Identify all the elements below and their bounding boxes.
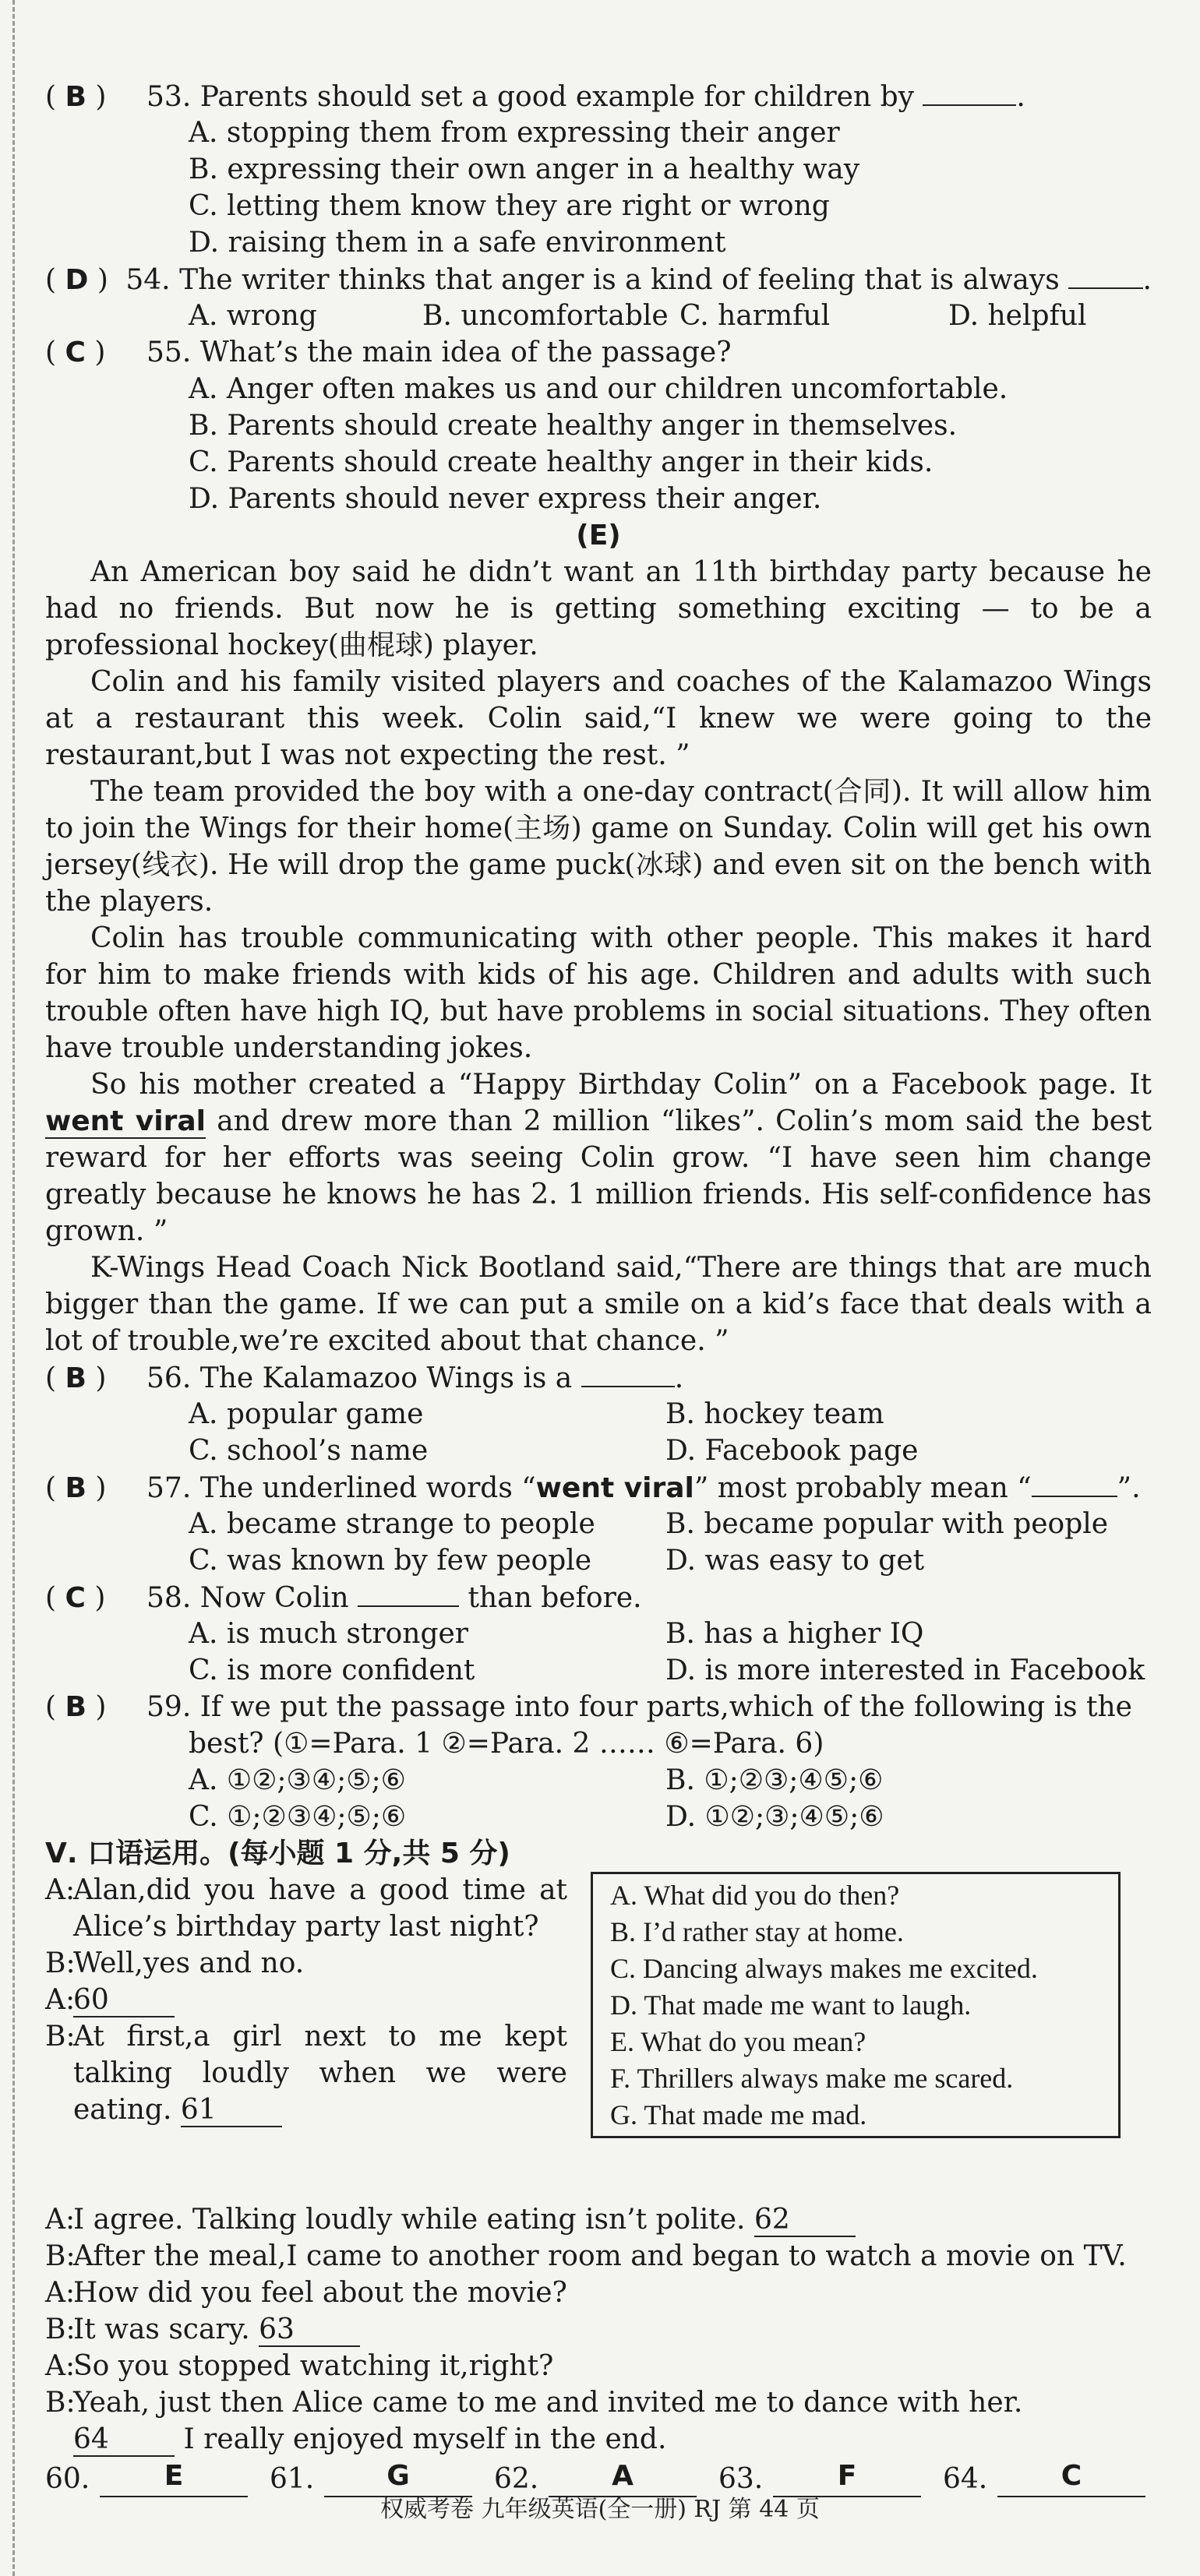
option: B. Parents should create healthy anger in themselves. — [189, 410, 958, 442]
question-54: ( D ) 54 . The writer thinks that anger is a kind of feeling that is always . — [45, 261, 1152, 298]
option: B. uncomfortable — [422, 300, 669, 332]
paragraph-text: and drew more than 2 million “likes”. Colin’s mom said the best reward for her efforts was seeing Colin grow. “I have seen him change greatly because he knows he has 2. 1 million friends. His self-confidence has grown. ” — [45, 1105, 1152, 1247]
answer-blank — [358, 1579, 459, 1607]
dialog-text: At first,a girl next to me kept talking loudly when we were eating. — [73, 2021, 567, 2126]
option: A. is much stronger — [189, 1618, 468, 1650]
dialog-text: It was scary. — [73, 2313, 250, 2345]
option: B. ①;②③;④⑤;⑥ — [665, 1764, 884, 1796]
option-row — [45, 1542, 1152, 1579]
answer-mark: ( B ) — [45, 1362, 107, 1394]
answer-number: 60. — [45, 2463, 90, 2495]
answer-blank — [1032, 1469, 1117, 1497]
box-option: A. What did you do then? — [610, 1880, 900, 1911]
passage-paragraph-2: Colin and his family visited players and coaches of the Kalamazoo Wings at a restaurant this week. Colin said,“I knew we were going to the restaurant,but I was not expecting the rest. ” — [45, 666, 1152, 771]
question-number: 55 — [146, 337, 182, 368]
answer-number: 64. — [943, 2463, 988, 2495]
question-stem: Parents should set a good example for children by — [199, 81, 914, 113]
option: C. harmful — [679, 300, 831, 332]
question-stem: If we put the passage into four parts,which of the following is the — [199, 1691, 1132, 1723]
question-58: ( C ) 58 . Now Colin than before. — [45, 1579, 1152, 1616]
section-v-heading: Ⅴ. 口语运用。(每小题 1 分,共 5 分) — [45, 1838, 510, 1869]
stem-end: . — [1016, 81, 1025, 113]
numbered-blank: 63 — [259, 2314, 360, 2347]
option: C. ①;②③④;⑤;⑥ — [189, 1801, 407, 1833]
dialog-line — [45, 2201, 1152, 2238]
option: D. ①②;③;④⑤;⑥ — [665, 1801, 884, 1833]
option: B. became popular with people — [665, 1508, 1109, 1540]
option-row — [45, 1616, 1152, 1652]
option: D. raising them in a safe environment — [189, 227, 726, 259]
question-stem-continued: best? (①=Para. 1 ②=Para. 2 …… ⑥=Para. 6) — [189, 1728, 824, 1760]
answer-blank — [923, 78, 1016, 106]
stem-end: . — [674, 1362, 684, 1394]
option: A. wrong — [189, 300, 317, 332]
speaker: B: — [45, 1947, 76, 1979]
box-option: E. What do you mean? — [610, 2026, 866, 2057]
paragraph-text: So his mother created a “Happy Birthday Colin” on a Facebook page. It — [90, 1069, 1152, 1101]
underlined-phrase: went viral — [45, 1105, 206, 1137]
option: A. popular game — [189, 1398, 424, 1430]
dialog-line — [45, 1872, 567, 1945]
option-row — [45, 1652, 1152, 1689]
question-number: 53 — [146, 81, 182, 113]
stem-end: than before. — [468, 1582, 642, 1614]
option: B. hockey team — [665, 1398, 884, 1430]
speaker: B: — [45, 2240, 76, 2272]
answer-mark: ( B ) — [45, 1472, 107, 1504]
binding-dashed-line — [12, 0, 15, 2576]
dialog-left-column — [45, 1872, 567, 2128]
question-53: ( B ) 53 . Parents should set a good example for children by . — [45, 78, 1152, 115]
question-number: 57 — [146, 1472, 182, 1504]
question-stem: What’s the main idea of the passage? — [199, 337, 732, 368]
numbered-blank: 64 — [73, 2424, 175, 2457]
answer-value: C — [997, 2461, 1145, 2497]
speaker: A: — [45, 1874, 76, 1906]
answer-mark: ( D ) — [45, 264, 108, 296]
dialog-text: Alan,did you have a good time at Alice’s birthday party last night? — [73, 1874, 567, 1943]
dialog-line — [45, 2384, 1152, 2458]
option: D. helpful — [948, 300, 1087, 332]
options-box — [591, 1872, 1121, 2138]
speaker: A: — [45, 1984, 76, 2016]
question-number: 58 — [146, 1582, 182, 1614]
option: C. was known by few people — [189, 1545, 592, 1577]
passage-paragraph-4: Colin has trouble communicating with other people. This makes it hard for him to make friends with kids of his age. Children and adults with such trouble often have high IQ, but have problems in social situations. They often have trouble understanding jokes. — [45, 922, 1152, 1064]
dialog-text: I really enjoyed myself in the end. — [183, 2423, 667, 2455]
option: D. Parents should never express their anger. — [189, 483, 822, 515]
answer-mark: ( C ) — [45, 337, 106, 368]
speaker: A: — [45, 2277, 76, 2309]
page-footer: 权威考卷 九年级英语(全一册) RJ 第 44 页 — [380, 2496, 820, 2523]
dialog-line — [45, 2348, 1152, 2384]
dialog-text: How did you feel about the movie? — [73, 2277, 567, 2309]
option: B. has a higher IQ — [665, 1618, 924, 1650]
dialog-text: So you stopped watching it,right? — [73, 2350, 554, 2382]
option: C. school’s name — [189, 1435, 429, 1467]
option-row — [45, 1799, 1152, 1835]
dialog-text: Well,yes and no. — [73, 1947, 305, 1979]
passage-paragraph-6: K-Wings Head Coach Nick Bootland said,“There are things that are much bigger than the game. If we can put a smile on a kid’s face that deals with a lot of trouble,we’re excited about that chance. ” — [45, 1252, 1152, 1357]
option: C. Parents should create healthy anger in their kids. — [189, 446, 934, 478]
answer-mark: ( B ) — [45, 1691, 107, 1723]
option-row — [45, 1432, 1152, 1469]
speaker: A: — [45, 2204, 76, 2236]
option: D. is more interested in Facebook — [665, 1654, 1145, 1686]
answer-mark: ( C ) — [45, 1582, 106, 1614]
dialog-line — [45, 2018, 567, 2128]
box-option: F. Thrillers always make me scared. — [610, 2063, 1014, 2094]
answer-value: E — [100, 2461, 248, 2497]
question-stem: The underlined words “ — [199, 1472, 536, 1504]
stem-end: ”. — [1117, 1472, 1141, 1504]
option: D. Facebook page — [665, 1435, 919, 1467]
speaker: B: — [45, 2021, 76, 2053]
question-stem: Now Colin — [199, 1582, 349, 1614]
numbered-blank: 61 — [181, 2095, 282, 2127]
question-stem: The Kalamazoo Wings is a — [199, 1362, 573, 1394]
option: C. letting them know they are right or wrong — [189, 190, 830, 222]
option: C. is more confident — [189, 1654, 475, 1686]
option: A. stopping them from expressing their anger — [189, 117, 840, 149]
numbered-blank: 62 — [754, 2204, 856, 2237]
answer-blank — [1068, 261, 1142, 289]
speaker: B: — [45, 2387, 76, 2419]
dialog-text: Yeah, just then Alice came to me and invited me to dance with her. — [73, 2387, 1023, 2419]
answer-value: A — [549, 2461, 697, 2497]
option-row — [45, 1762, 1152, 1799]
bold-phrase: went viral — [535, 1472, 694, 1504]
dialog-line — [45, 2238, 1152, 2275]
option: A. became strange to people — [189, 1508, 595, 1540]
passage-paragraph-5 — [45, 1066, 1152, 1249]
question-59: ( B ) 59 . If we put the passage into four parts,which of the following is the — [45, 1689, 1152, 1725]
question-number: 54 — [125, 264, 162, 296]
numbered-blank: 60 — [73, 1985, 175, 2017]
speaker: A: — [45, 2350, 76, 2382]
answer-number: 63. — [718, 2463, 764, 2495]
box-option: G. That made me mad. — [610, 2099, 867, 2130]
dialog-continued — [45, 2201, 1152, 2458]
option-row — [45, 1396, 1152, 1432]
question-56: ( B ) 56 . The Kalamazoo Wings is a . — [45, 1359, 1152, 1396]
answer-value: F — [773, 2461, 921, 2497]
speaker: B: — [45, 2313, 76, 2345]
passage-paragraph-1: An American boy said he didn’t want an 11th birthday party because he had no friends. But now he is getting something exciting — to be a professional hockey(曲棍球) player. — [45, 556, 1152, 661]
answer-blank — [581, 1359, 675, 1387]
dialog-text: After the meal,I came to another room and began to watch a movie on TV. — [73, 2240, 1127, 2272]
question-stem: ” most probably mean “ — [694, 1472, 1032, 1504]
dialog-line — [45, 1982, 567, 2018]
box-option: B. I’d rather stay at home. — [610, 1916, 904, 1947]
question-57: ( B ) 57 . The underlined words “ went viral ” most probably mean “ ”. — [45, 1469, 1152, 1506]
box-option: C. Dancing always makes me excited. — [610, 1953, 1038, 1984]
dialog-with-options — [45, 1872, 1152, 2201]
option: D. was easy to get — [665, 1545, 925, 1577]
answer-value: G — [324, 2461, 472, 2497]
question-number: 59 — [146, 1691, 182, 1723]
answer-mark: ( B ) — [45, 81, 107, 113]
box-option: D. That made me want to laugh. — [610, 1989, 972, 2021]
dialog-line — [45, 2311, 1152, 2348]
dialog-line — [45, 2275, 1152, 2311]
dialog-text: I agree. Talking loudly while eating isn’t polite. — [73, 2204, 746, 2236]
option: B. expressing their own anger in a healthy way — [189, 153, 860, 185]
question-55: ( C ) 55 . What’s the main idea of the passage? — [45, 334, 1152, 371]
dialog-line — [45, 1945, 567, 1982]
question-stem: The writer thinks that anger is a kind of feeling that is always — [179, 264, 1060, 296]
stem-end: . — [1142, 264, 1152, 296]
option: A. ①②;③④;⑤;⑥ — [189, 1764, 406, 1796]
option-row — [45, 1506, 1152, 1542]
section-e-title: (E) — [576, 520, 621, 551]
answer-number: 62. — [494, 2463, 539, 2495]
question-number: 56 — [146, 1362, 182, 1394]
option: A. Anger often makes us and our children uncomfortable. — [189, 373, 1008, 405]
page-content — [45, 78, 1152, 2497]
option-row — [45, 298, 1152, 334]
answer-number: 61. — [270, 2463, 315, 2495]
passage-paragraph-3: The team provided the boy with a one-day contract(合同). It will allow him to join the Wings for their home(主场) game on Sunday. Colin will get his own jersey(线衣). He will drop the game puck(冰球) and even sit on the bench with the players. — [45, 776, 1152, 918]
